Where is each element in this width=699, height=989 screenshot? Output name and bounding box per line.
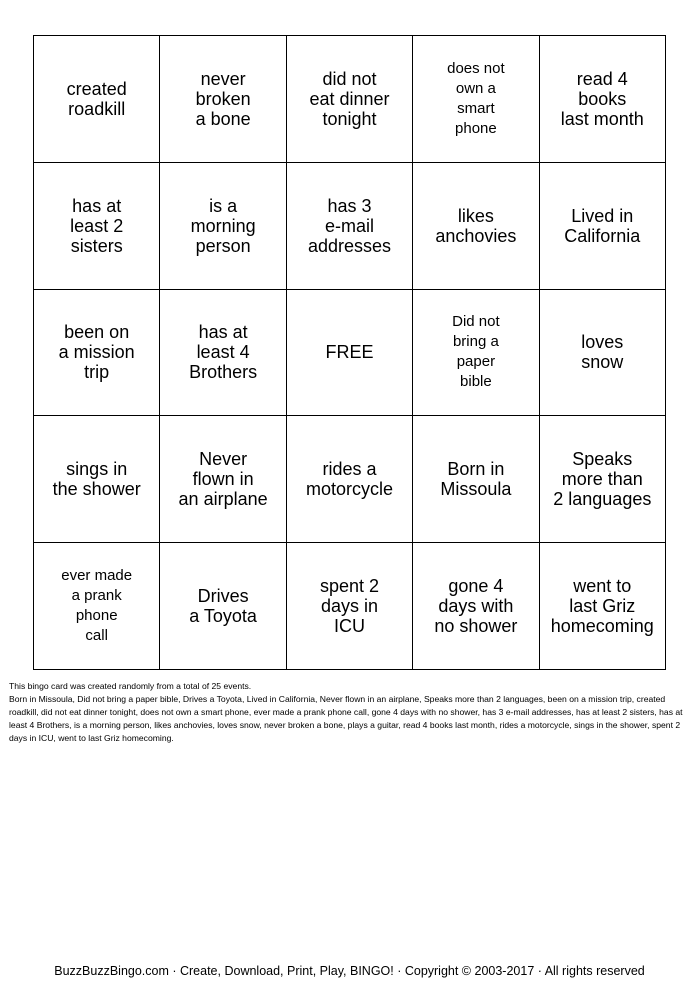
bingo-cell-text: does not own a smart phone: [447, 59, 505, 137]
bingo-cell-text: Speaks more than 2 languages: [553, 449, 652, 510]
bingo-cell: [413, 290, 539, 417]
events-list: Born in Missoula, Did not bring a paper bible, Drives a Toyota, Lived in California, Never flown in an airplane, Speaks more than 2 languages, been on a mission trip, created roadkill, did not eat dinner tonight, does not own a smart phone, ever made a prank phone call, gone 4 days with no shower, has 3 e-mail addresses, has at least 2 sisters, has at least 4 Brothers, is a morning person, likes anchovies, loves snow, never broken a bone, plays a guitar, read 4 books last month, rides a motorcycle, sings in the shower, spent 2 days in ICU, went to last Griz homecoming.: [9, 694, 683, 743]
bingo-cell: [540, 543, 666, 670]
bingo-cell: [413, 36, 539, 163]
card-info: [9, 680, 691, 745]
bingo-cell: [287, 36, 413, 163]
bingo-cell: [287, 290, 413, 417]
bingo-cell: [413, 416, 539, 543]
created-note: This bingo card was created randomly from a total of 25 events.: [9, 681, 252, 691]
bingo-cell: [540, 416, 666, 543]
bingo-cell-text: never broken a bone: [195, 68, 251, 129]
bingo-cell-text: Born in Missoula: [440, 459, 512, 500]
bingo-cell-text: FREE: [325, 342, 374, 363]
bingo-cell: [287, 416, 413, 543]
bingo-cell: [160, 416, 286, 543]
bingo-cell-text: spent 2 days in ICU: [319, 576, 380, 637]
bingo-cell: [413, 163, 539, 290]
bingo-cell-text: Drives a Toyota: [189, 586, 257, 627]
bingo-cell-text: created roadkill: [66, 78, 127, 119]
bingo-cell-text: Lived in California: [564, 205, 641, 246]
bingo-grid: [33, 35, 666, 670]
bingo-cell: [540, 290, 666, 417]
bingo-cell: [413, 543, 539, 670]
bingo-cell: [34, 36, 160, 163]
bingo-cell: [287, 543, 413, 670]
bingo-cell-text: Never flown in an airplane: [178, 449, 268, 510]
bingo-cell-text: sings in the shower: [52, 459, 141, 500]
bingo-cell-text: likes anchovies: [435, 205, 517, 246]
bingo-cell: [34, 416, 160, 543]
bingo-cell: [540, 36, 666, 163]
bingo-cell-text: is a morning person: [190, 195, 256, 256]
bingo-cell: [34, 543, 160, 670]
bingo-cell-text: been on a mission trip: [58, 322, 135, 383]
bingo-cell-text: has at least 4 Brothers: [189, 322, 258, 383]
bingo-cell: [34, 163, 160, 290]
bingo-cell: [160, 290, 286, 417]
bingo-cell: [540, 163, 666, 290]
bingo-cell-text: has 3 e-mail addresses: [307, 195, 392, 256]
bingo-cell-text: Did not bring a paper bible: [452, 313, 500, 391]
bingo-cell: [160, 36, 286, 163]
bingo-cell: [160, 543, 286, 670]
bingo-cell: [34, 290, 160, 417]
footer: BuzzBuzzBingo.com · Create, Download, Print, Play, BINGO! · Copyright © 2003-2017 · All rights reserved: [54, 964, 645, 978]
bingo-cell-text: gone 4 days with no shower: [434, 576, 518, 637]
bingo-cell: [287, 163, 413, 290]
bingo-cell-text: loves snow: [581, 332, 624, 373]
bingo-cell-text: ever made a prank phone call: [61, 567, 133, 645]
bingo-cell-text: went to last Griz homecoming: [550, 576, 654, 637]
bingo-cell-text: rides a motorcycle: [305, 459, 393, 500]
bingo-cell-text: read 4 books last month: [560, 68, 644, 129]
bingo-cell-text: has at least 2 sisters: [70, 195, 124, 256]
bingo-cell-text: did not eat dinner tonight: [309, 68, 390, 129]
bingo-cell: [160, 163, 286, 290]
